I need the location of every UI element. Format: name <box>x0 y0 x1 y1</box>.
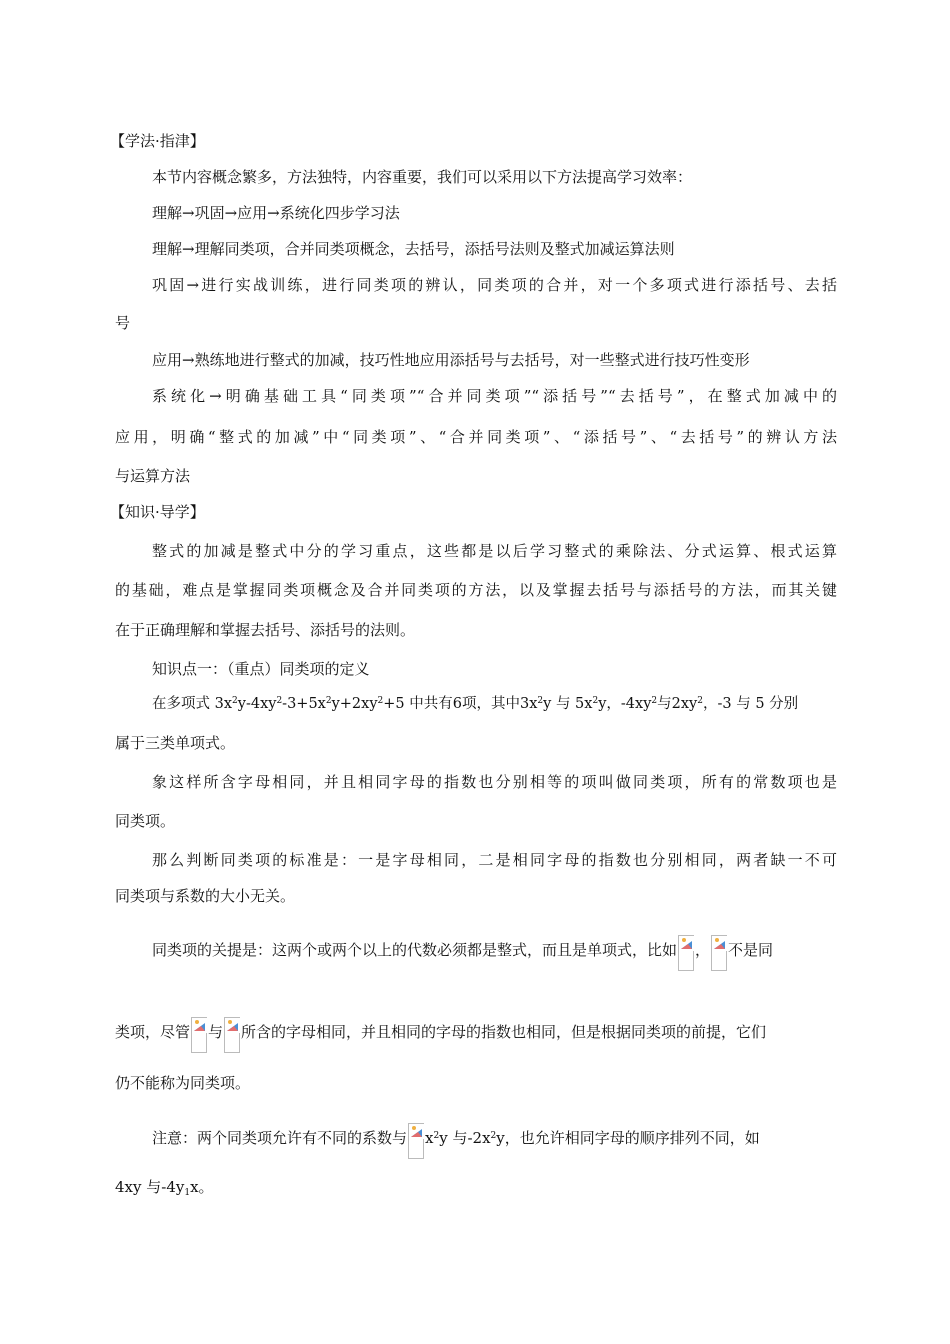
paragraph-cont: 同类项与系数的大小无关。 <box>115 887 296 905</box>
paragraph-cont: 在于正确理解和掌握去括号、添括号的法则。 <box>115 621 416 639</box>
broken-image-icon <box>711 935 727 971</box>
paragraph-cont: 4xy 与$-4y_1x$。 <box>115 1178 214 1198</box>
paragraph-text: 系统化→明确基础工具“同类项”“合并同类项”“添括号”“去括号”，在整式加减中的 <box>152 387 837 405</box>
paragraph-with-images: 类项，尽管 与 所含的字母相同，并且相同的字母的指数也相同，但是根据同类项的前提，它们 <box>0 1017 950 1053</box>
broken-image-icon <box>678 935 694 971</box>
paragraph-cont: 仍不能称为同类项。 <box>115 1074 251 1092</box>
example-polynomial: 在多项式 $3x^2y-4xy^2-3+5x^2y+2xy^2+5$ 中共有6项，其中$3x^2y$ 与 $5x^2y$，$-4xy^2$与$2xy^2$，-3 与 5 分别 <box>152 696 799 712</box>
paragraph <box>0 275 950 295</box>
paragraph: 理解→巩固→应用→系统化四步学习法 <box>152 204 400 222</box>
paragraph-cont: 号 <box>115 314 131 332</box>
paragraph <box>0 772 950 792</box>
paragraph-text: 整式的加减是整式中分的学习重点，这些都是以后学习整式的乘除法、分式运算、根式运算 <box>152 542 837 560</box>
paragraph: 理解→理解同类项，合并同类项概念，去括号，添括号法则及整式加减运算法则 <box>152 240 675 258</box>
paragraph-text: 应用，明确“整式的加减”中“同类项”、“合并同类项”、“添括号”、“去括号”的辨认方法 <box>115 428 837 446</box>
paragraph-cont: 与运算方法 <box>115 467 191 485</box>
paragraph-text: 巩固→进行实战训练，进行同类项的辨认，同类项的合并，对一个多项式进行添括号、去括 <box>152 276 837 294</box>
paragraph: 本节内容概念繁多，方法独特，内容重要，我们可以采用以下方法提高学习效率： <box>152 168 693 186</box>
paragraph-text: 象这样所含字母相同，并且相同字母的指数也分别相等的项叫做同类项，所有的常数项也是 <box>152 773 837 791</box>
paragraph <box>0 386 950 406</box>
paragraph-text: 的基础，难点是掌握同类项概念及合并同类项的方法，以及掌握去括号与添括号的方法，而其关键 <box>115 581 837 599</box>
paragraph-with-image: 注意：两个同类项允许有不同的系数与 $x^2y$ 与$-2x^2y$，也允许相同字母的顺序排列不同，如 <box>0 1123 950 1159</box>
broken-image-icon <box>224 1017 240 1053</box>
paragraph <box>0 850 950 870</box>
paragraph-cont <box>0 427 950 447</box>
broken-image-icon <box>191 1017 207 1053</box>
paragraph-text: 那么判断同类项的标准是：一是字母相同，二是相同字母的指数也分别相同，两者缺一不可 <box>152 851 837 869</box>
paragraph-cont: 同类项。 <box>115 812 176 830</box>
paragraph-cont <box>0 580 950 600</box>
broken-image-icon <box>408 1123 424 1159</box>
paragraph <box>0 541 950 561</box>
heading-method: 【学法·指津】 <box>110 132 205 150</box>
paragraph: 应用→熟练地进行整式的加减，技巧性地应用添括号与去括号，对一些整式进行技巧性变形 <box>152 351 750 369</box>
paragraph-with-images: 同类项的关提是：这两个或两个以上的代数必须都是整式，而且是单项式，比如 ， 不是同 <box>0 935 950 971</box>
paragraph-cont: 属于三类单项式。 <box>115 734 236 752</box>
knowledge-point-title: 知识点一：（重点）同类项的定义 <box>152 660 370 678</box>
heading-knowledge: 【知识·导学】 <box>110 503 205 521</box>
